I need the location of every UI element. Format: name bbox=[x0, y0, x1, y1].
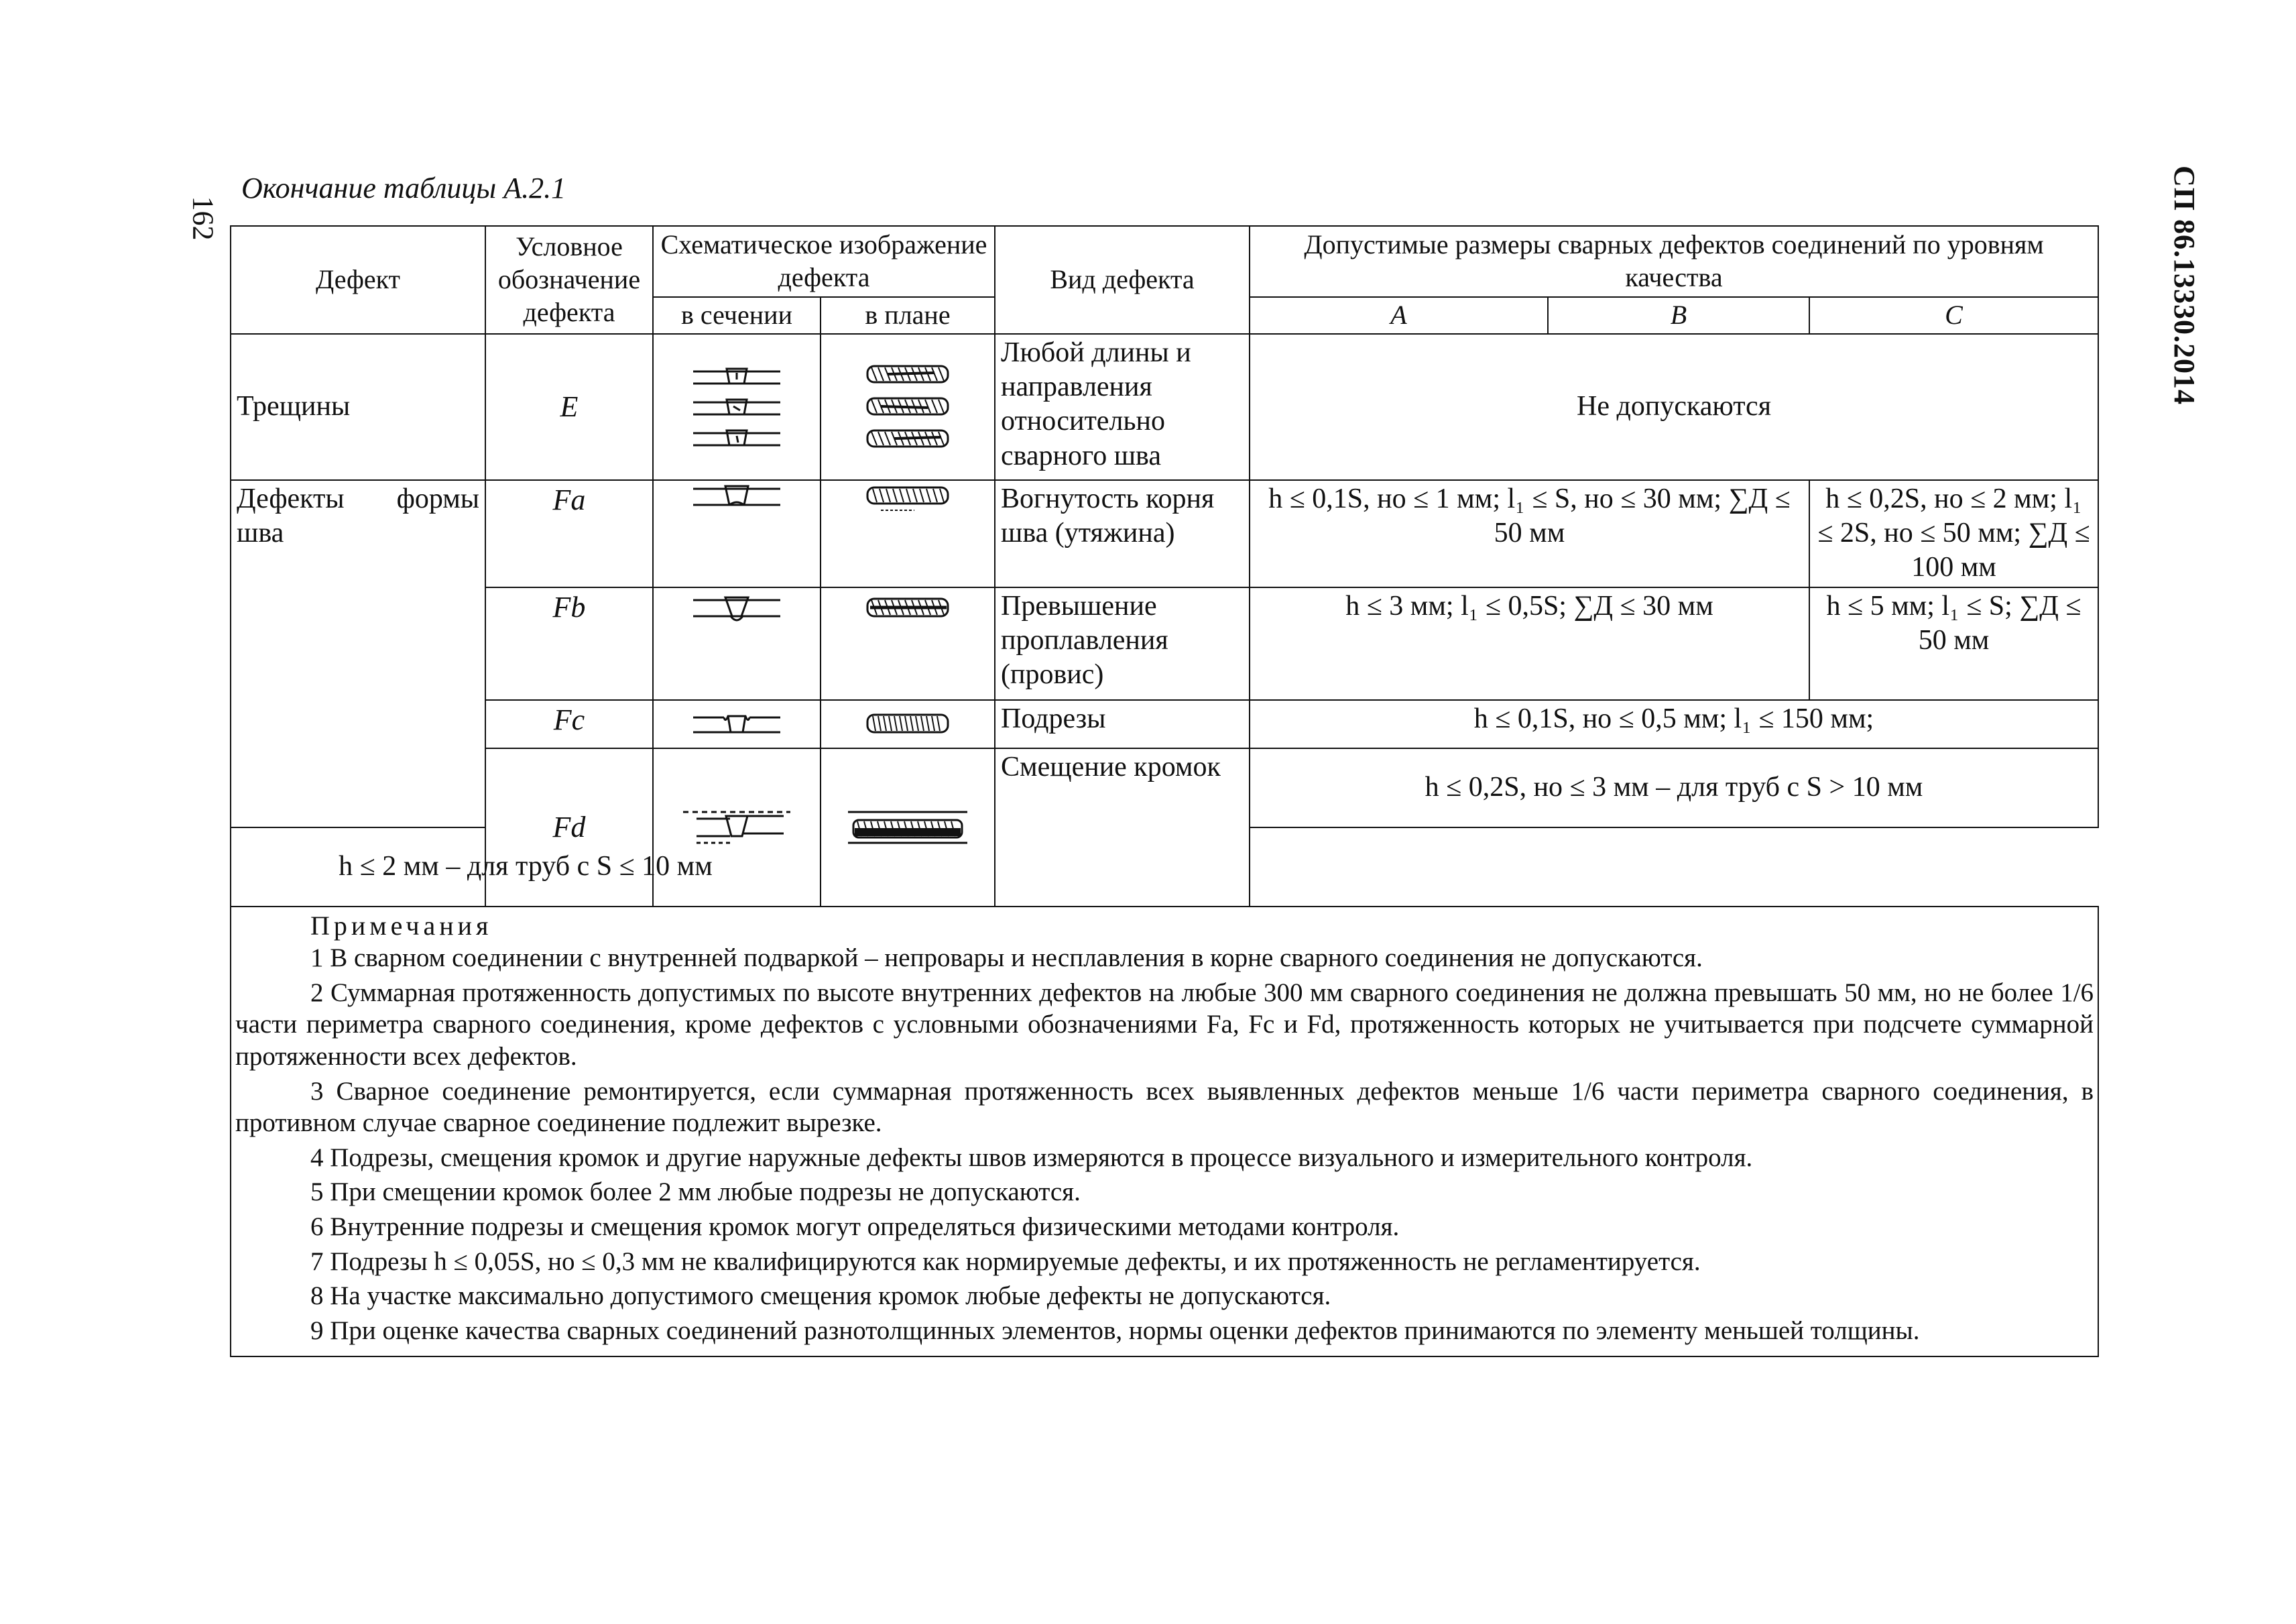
weld-concavity-plan-icon bbox=[861, 482, 955, 516]
weld-crack-plan-icon bbox=[861, 357, 955, 457]
weld-sag-section-icon bbox=[686, 589, 787, 630]
note-8: 8 На участке максимально допустимого смещения кромок любые дефекты не допускаются. bbox=[310, 1281, 1331, 1311]
defect-shape-word1: Дефекты bbox=[237, 483, 345, 514]
type-fc: Подрезы bbox=[995, 700, 1250, 748]
defect-shape-word2: формы bbox=[396, 483, 479, 514]
section-sketch-fb bbox=[653, 587, 821, 700]
defect-shape-group bbox=[231, 480, 485, 827]
allowed-fb-level-a: h ≤ 3 мм; l₁ ≤ 0,5S; ∑Д ≤ 30 мм bbox=[1250, 587, 1809, 700]
notes-title: Примечания bbox=[310, 910, 493, 941]
weld-crack-section-icon bbox=[686, 357, 787, 457]
symbol-fd: Fd bbox=[485, 748, 653, 907]
table-row-cracks bbox=[231, 334, 2098, 480]
allowed-fa-level-a: h ≤ 0,1S, но ≤ 1 мм; l₁ ≤ S, но ≤ 30 мм; ∑Д ≤ 50 мм bbox=[1250, 480, 1809, 587]
weld-undercut-section-icon bbox=[686, 709, 787, 739]
type-fb: Превышение проплавления (провис) bbox=[995, 587, 1250, 700]
allowed-fd-thick-pipes: h ≤ 0,2S, но ≤ 3 мм – для труб с S > 10 мм bbox=[1250, 748, 2098, 827]
table-row-fc bbox=[231, 700, 2098, 748]
plan-sketch-fd bbox=[821, 748, 995, 907]
plan-sketch-cracks bbox=[821, 334, 995, 480]
header-in-plan: в плане bbox=[821, 297, 995, 334]
allowed-fc: h ≤ 0,1S, но ≤ 0,5 мм; l₁ ≤ 150 мм; bbox=[1250, 700, 2098, 748]
allowed-fd-thin-pipes: h ≤ 2 мм – для труб с S ≤ 10 мм bbox=[231, 827, 821, 907]
plan-sketch-fc bbox=[821, 700, 995, 748]
plan-sketch-fb bbox=[821, 587, 995, 700]
edge-offset-plan-icon bbox=[844, 804, 971, 851]
allowed-cracks: Не допускаются bbox=[1250, 334, 2098, 480]
note-9: 9 При оценке качества сварных соединений разнотолщинных элементов, нормы оценки дефектов принимаются по элементу меньшей толщины. bbox=[310, 1316, 1920, 1345]
plan-sketch-fa bbox=[821, 480, 995, 587]
defect-cracks: Трещины bbox=[231, 334, 485, 480]
table-row-fa bbox=[231, 480, 2098, 587]
header-level-a: A bbox=[1250, 297, 1548, 334]
table-row-fd-1 bbox=[231, 748, 2098, 827]
allowed-fa-levels-bc: h ≤ 0,2S, но ≤ 2 мм; l₁ ≤ 2S, но ≤ 50 мм; ∑Д ≤ 100 мм bbox=[1809, 480, 2098, 587]
defects-table bbox=[230, 225, 2099, 1357]
note-7: 7 Подрезы h ≤ 0,05S, но ≤ 0,3 мм не квалифицируются как нормируемые дефекты, и их протяженность не регламентируется. bbox=[310, 1246, 1701, 1276]
document-code: СП 86.13330.2014 bbox=[2168, 166, 2201, 405]
symbol-e: E bbox=[485, 334, 653, 480]
notes-block bbox=[231, 907, 2098, 1357]
page-number: 162 bbox=[186, 196, 220, 241]
section-sketch-cracks bbox=[653, 334, 821, 480]
symbol-fc: Fc bbox=[485, 700, 653, 748]
note-5: 5 При смещении кромок более 2 мм любые подрезы не допускаются. bbox=[310, 1177, 1081, 1207]
header-defect: Дефект bbox=[231, 226, 485, 334]
defect-shape-word3: шва bbox=[237, 518, 284, 549]
section-sketch-fa bbox=[653, 480, 821, 587]
header-schematic: Схематическое изображение дефекта bbox=[653, 226, 995, 297]
header-level-b: B bbox=[1548, 297, 1809, 334]
table-row-fb bbox=[231, 587, 2098, 700]
header-designation: Условное обозначение дефекта bbox=[485, 226, 653, 334]
header-row-1 bbox=[231, 226, 2098, 297]
note-1: 1 В сварном соединении с внутренней подваркой – непровары и несплавления в корне сварного соединения не допускаются. bbox=[310, 943, 1703, 973]
weld-sag-plan-icon bbox=[861, 589, 955, 630]
header-allowed-sizes: Допустимые размеры сварных дефектов соединений по уровням качества bbox=[1250, 226, 2098, 297]
weld-undercut-plan-icon bbox=[861, 709, 955, 739]
section-sketch-fc bbox=[653, 700, 821, 748]
table-caption: Окончание таблицы А.2.1 bbox=[241, 172, 566, 205]
type-fd: Смещение кромок bbox=[995, 748, 1250, 907]
note-4: 4 Подрезы, смещения кромок и другие наружные дефекты швов измеряются в процессе визуального и измерительного контроля. bbox=[310, 1143, 1753, 1172]
notes-row bbox=[231, 907, 2098, 1357]
header-level-c: C bbox=[1809, 297, 2098, 334]
header-in-section: в сечении bbox=[653, 297, 821, 334]
note-3: 3 Сварное соединение ремонтируется, если суммарная протяженность всех выявленных дефектов меньше 1/6 части периметра сварного соединения, в противном случае сварное соединение подлежит вырезке. bbox=[235, 1076, 2094, 1138]
weld-concavity-section-icon bbox=[686, 482, 787, 516]
symbol-fa: Fa bbox=[485, 480, 653, 587]
header-defect-type: Вид дефекта bbox=[995, 226, 1250, 334]
symbol-fb: Fb bbox=[485, 587, 653, 700]
allowed-fb-levels-bc: h ≤ 5 мм; l₁ ≤ S; ∑Д ≤ 50 мм bbox=[1809, 587, 2098, 700]
type-fa: Вогнутость корня шва (утяжина) bbox=[995, 480, 1250, 587]
type-cracks: Любой длины и направления относительно сварного шва bbox=[995, 334, 1250, 480]
note-2: 2 Суммарная протяженность допустимых по высоте внутренних дефектов на любые 300 мм сварного соединения не должна превышать 50 мм, но не более 1/6 части периметра сварного соединения, кроме дефектов с условными обозначениями Fa, Fc и Fd, протяженность которых не учитывается при подсчете суммарной протяженности всех дефектов. bbox=[235, 978, 2094, 1071]
note-6: 6 Внутренние подрезы и смещения кромок могут определяться физическими методами контроля. bbox=[310, 1212, 1400, 1241]
